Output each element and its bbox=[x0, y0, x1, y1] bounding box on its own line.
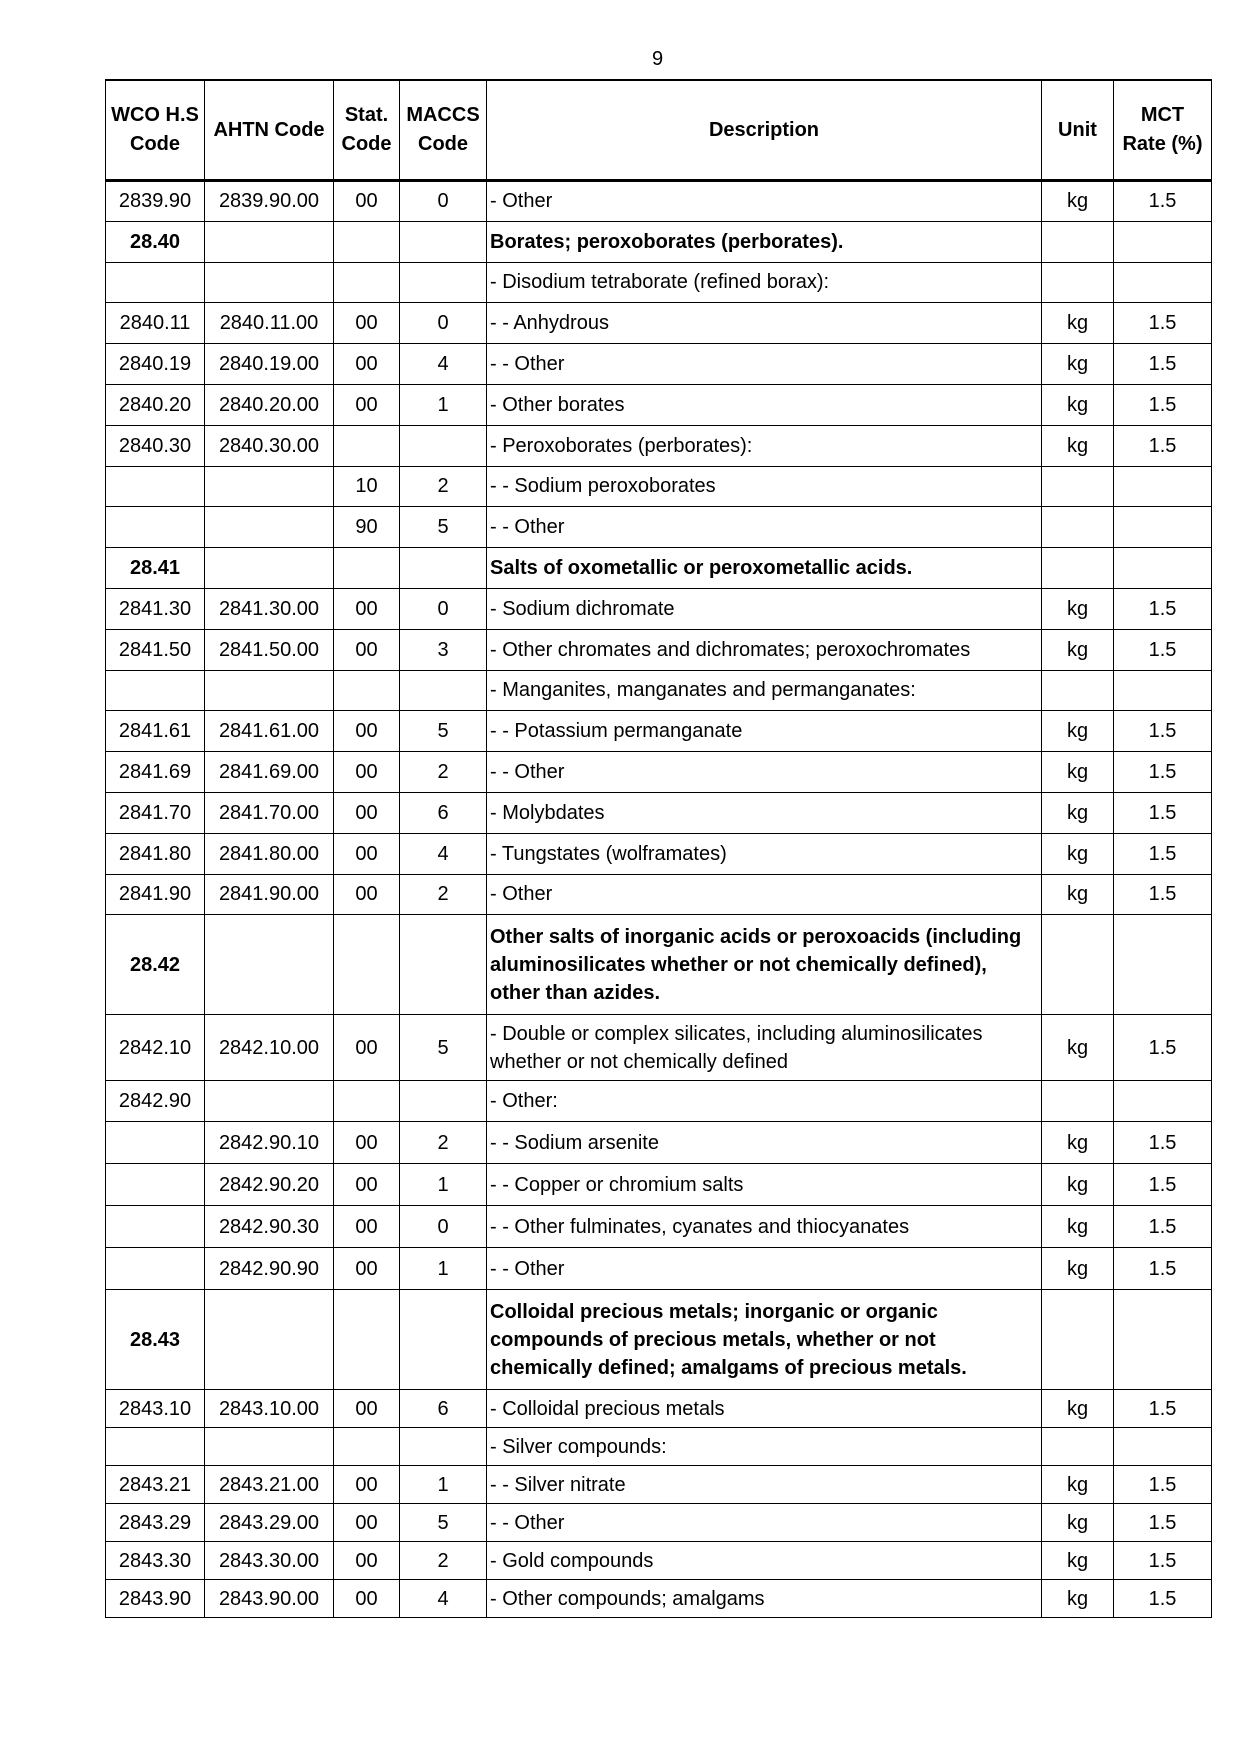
cell-mct-rate: 1.5 bbox=[1114, 711, 1212, 752]
cell-stat-code: 00 bbox=[334, 1122, 400, 1164]
table-row bbox=[106, 1015, 1212, 1081]
cell-mct-rate bbox=[1114, 1428, 1212, 1466]
cell-description: - Peroxoborates (perborates): bbox=[487, 425, 1042, 466]
cell-mct-rate: 1.5 bbox=[1114, 1466, 1212, 1504]
table-row bbox=[106, 1206, 1212, 1248]
cell-ahtn-code: 2841.30.00 bbox=[205, 588, 334, 629]
cell-description: - - Other bbox=[487, 1248, 1042, 1290]
header-ahtn-code: AHTN Code bbox=[205, 80, 334, 181]
cell-ahtn-code bbox=[205, 670, 334, 711]
cell-unit bbox=[1042, 1428, 1114, 1466]
table-row bbox=[106, 507, 1212, 548]
cell-stat-code: 10 bbox=[334, 466, 400, 507]
cell-mct-rate bbox=[1114, 670, 1212, 711]
cell-wco-hs-code: 2843.21 bbox=[106, 1466, 205, 1504]
cell-wco-hs-code: 2840.30 bbox=[106, 425, 205, 466]
cell-description: Salts of oxometallic or peroxometallic acids. bbox=[487, 548, 1042, 589]
table-row bbox=[106, 303, 1212, 344]
cell-description: - Gold compounds bbox=[487, 1542, 1042, 1580]
cell-maccs-code bbox=[400, 548, 487, 589]
cell-unit: kg bbox=[1042, 1248, 1114, 1290]
cell-unit: kg bbox=[1042, 181, 1114, 222]
cell-mct-rate: 1.5 bbox=[1114, 1206, 1212, 1248]
cell-maccs-code: 4 bbox=[400, 833, 487, 874]
cell-unit: kg bbox=[1042, 833, 1114, 874]
cell-maccs-code: 2 bbox=[400, 874, 487, 915]
cell-ahtn-code: 2841.80.00 bbox=[205, 833, 334, 874]
cell-unit bbox=[1042, 548, 1114, 589]
cell-wco-hs-code: 2840.20 bbox=[106, 384, 205, 425]
cell-ahtn-code bbox=[205, 548, 334, 589]
cell-wco-hs-code: 28.40 bbox=[106, 221, 205, 262]
cell-ahtn-code: 2841.70.00 bbox=[205, 792, 334, 833]
cell-wco-hs-code bbox=[106, 1206, 205, 1248]
cell-maccs-code: 0 bbox=[400, 181, 487, 222]
cell-unit: kg bbox=[1042, 588, 1114, 629]
cell-mct-rate bbox=[1114, 262, 1212, 303]
cell-maccs-code: 2 bbox=[400, 1542, 487, 1580]
cell-ahtn-code: 2841.50.00 bbox=[205, 629, 334, 670]
cell-wco-hs-code: 2843.10 bbox=[106, 1390, 205, 1428]
cell-description: - Sodium dichromate bbox=[487, 588, 1042, 629]
cell-maccs-code: 0 bbox=[400, 588, 487, 629]
cell-ahtn-code: 2843.21.00 bbox=[205, 1466, 334, 1504]
header-description: Description bbox=[487, 80, 1042, 181]
cell-stat-code bbox=[334, 1428, 400, 1466]
cell-mct-rate: 1.5 bbox=[1114, 344, 1212, 385]
cell-wco-hs-code bbox=[106, 466, 205, 507]
cell-stat-code: 00 bbox=[334, 1164, 400, 1206]
cell-description: - - Other fulminates, cyanates and thiocyanates bbox=[487, 1206, 1042, 1248]
cell-description: - - Sodium arsenite bbox=[487, 1122, 1042, 1164]
cell-description: - - Other bbox=[487, 507, 1042, 548]
cell-ahtn-code: 2842.90.20 bbox=[205, 1164, 334, 1206]
table-heading-row bbox=[106, 915, 1212, 1015]
cell-description: - Other borates bbox=[487, 384, 1042, 425]
cell-unit: kg bbox=[1042, 1390, 1114, 1428]
cell-description: - Other compounds; amalgams bbox=[487, 1580, 1042, 1618]
cell-unit: kg bbox=[1042, 752, 1114, 793]
cell-wco-hs-code: 2841.69 bbox=[106, 752, 205, 793]
cell-wco-hs-code bbox=[106, 1164, 205, 1206]
cell-wco-hs-code: 2843.29 bbox=[106, 1504, 205, 1542]
cell-mct-rate bbox=[1114, 507, 1212, 548]
cell-unit bbox=[1042, 466, 1114, 507]
cell-ahtn-code: 2842.90.10 bbox=[205, 1122, 334, 1164]
cell-maccs-code: 5 bbox=[400, 711, 487, 752]
cell-ahtn-code: 2842.90.30 bbox=[205, 1206, 334, 1248]
header-unit: Unit bbox=[1042, 80, 1114, 181]
cell-ahtn-code bbox=[205, 1428, 334, 1466]
table-row bbox=[106, 629, 1212, 670]
cell-description: - - Other bbox=[487, 752, 1042, 793]
page-number: 9 bbox=[651, 48, 664, 70]
cell-unit bbox=[1042, 1081, 1114, 1122]
table-header bbox=[106, 80, 1212, 181]
table-row bbox=[106, 1122, 1212, 1164]
cell-ahtn-code: 2841.69.00 bbox=[205, 752, 334, 793]
cell-maccs-code: 1 bbox=[400, 1248, 487, 1290]
table-row bbox=[106, 874, 1212, 915]
cell-stat-code bbox=[334, 262, 400, 303]
cell-wco-hs-code: 2843.30 bbox=[106, 1542, 205, 1580]
cell-unit: kg bbox=[1042, 303, 1114, 344]
cell-stat-code: 00 bbox=[334, 1504, 400, 1542]
cell-stat-code bbox=[334, 1081, 400, 1122]
cell-maccs-code: 0 bbox=[400, 1206, 487, 1248]
cell-wco-hs-code: 28.41 bbox=[106, 548, 205, 589]
cell-ahtn-code: 2840.30.00 bbox=[205, 425, 334, 466]
cell-mct-rate: 1.5 bbox=[1114, 1504, 1212, 1542]
cell-unit: kg bbox=[1042, 874, 1114, 915]
table-row bbox=[106, 425, 1212, 466]
cell-maccs-code bbox=[400, 221, 487, 262]
cell-ahtn-code: 2843.30.00 bbox=[205, 1542, 334, 1580]
table-row bbox=[106, 670, 1212, 711]
cell-description: Borates; peroxoborates (perborates). bbox=[487, 221, 1042, 262]
cell-description: - - Copper or chromium salts bbox=[487, 1164, 1042, 1206]
cell-ahtn-code: 2842.10.00 bbox=[205, 1015, 334, 1081]
table-row bbox=[106, 792, 1212, 833]
cell-ahtn-code bbox=[205, 262, 334, 303]
table-body bbox=[106, 181, 1212, 1618]
cell-stat-code bbox=[334, 221, 400, 262]
cell-ahtn-code: 2840.20.00 bbox=[205, 384, 334, 425]
cell-ahtn-code bbox=[205, 915, 334, 1015]
cell-description: - Double or complex silicates, including aluminosilicates whether or not chemically defined bbox=[487, 1015, 1042, 1081]
cell-mct-rate bbox=[1114, 466, 1212, 507]
cell-stat-code bbox=[334, 915, 400, 1015]
table-row bbox=[106, 711, 1212, 752]
table-row bbox=[106, 1504, 1212, 1542]
cell-mct-rate: 1.5 bbox=[1114, 1122, 1212, 1164]
cell-mct-rate bbox=[1114, 1081, 1212, 1122]
cell-description: - - Anhydrous bbox=[487, 303, 1042, 344]
cell-wco-hs-code: 2841.61 bbox=[106, 711, 205, 752]
cell-ahtn-code: 2843.10.00 bbox=[205, 1390, 334, 1428]
cell-maccs-code: 5 bbox=[400, 507, 487, 548]
cell-stat-code: 00 bbox=[334, 1015, 400, 1081]
cell-stat-code: 90 bbox=[334, 507, 400, 548]
cell-unit bbox=[1042, 507, 1114, 548]
cell-description: - Disodium tetraborate (refined borax): bbox=[487, 262, 1042, 303]
cell-mct-rate bbox=[1114, 1290, 1212, 1390]
cell-wco-hs-code bbox=[106, 1122, 205, 1164]
cell-mct-rate: 1.5 bbox=[1114, 303, 1212, 344]
cell-wco-hs-code: 2842.90 bbox=[106, 1081, 205, 1122]
table-row bbox=[106, 752, 1212, 793]
cell-description: - Manganites, manganates and permanganates: bbox=[487, 670, 1042, 711]
table-row bbox=[106, 1466, 1212, 1504]
table-heading-row bbox=[106, 221, 1212, 262]
cell-unit: kg bbox=[1042, 711, 1114, 752]
cell-stat-code: 00 bbox=[334, 874, 400, 915]
cell-ahtn-code: 2841.90.00 bbox=[205, 874, 334, 915]
cell-mct-rate: 1.5 bbox=[1114, 629, 1212, 670]
cell-mct-rate: 1.5 bbox=[1114, 1164, 1212, 1206]
cell-unit: kg bbox=[1042, 792, 1114, 833]
table-row bbox=[106, 588, 1212, 629]
cell-unit: kg bbox=[1042, 1504, 1114, 1542]
cell-stat-code: 00 bbox=[334, 181, 400, 222]
cell-mct-rate bbox=[1114, 221, 1212, 262]
table-row bbox=[106, 1164, 1212, 1206]
cell-maccs-code: 5 bbox=[400, 1504, 487, 1542]
cell-stat-code: 00 bbox=[334, 792, 400, 833]
cell-description: - Colloidal precious metals bbox=[487, 1390, 1042, 1428]
cell-ahtn-code: 2841.61.00 bbox=[205, 711, 334, 752]
table-row bbox=[106, 344, 1212, 385]
cell-maccs-code: 0 bbox=[400, 303, 487, 344]
cell-stat-code: 00 bbox=[334, 1390, 400, 1428]
cell-description: - Other: bbox=[487, 1081, 1042, 1122]
table-heading-row bbox=[106, 548, 1212, 589]
cell-description: Other salts of inorganic acids or peroxoacids (including aluminosilicates whether or not chemically defined), other than azides. bbox=[487, 915, 1042, 1015]
cell-unit: kg bbox=[1042, 1122, 1114, 1164]
cell-wco-hs-code: 2841.70 bbox=[106, 792, 205, 833]
cell-mct-rate: 1.5 bbox=[1114, 874, 1212, 915]
cell-ahtn-code: 2840.11.00 bbox=[205, 303, 334, 344]
cell-maccs-code: 1 bbox=[400, 1164, 487, 1206]
cell-description: - Molybdates bbox=[487, 792, 1042, 833]
cell-maccs-code bbox=[400, 1081, 487, 1122]
cell-wco-hs-code: 2841.30 bbox=[106, 588, 205, 629]
cell-unit: kg bbox=[1042, 1542, 1114, 1580]
cell-stat-code bbox=[334, 548, 400, 589]
cell-ahtn-code bbox=[205, 507, 334, 548]
cell-ahtn-code: 2839.90.00 bbox=[205, 181, 334, 222]
cell-description: - - Silver nitrate bbox=[487, 1466, 1042, 1504]
cell-unit: kg bbox=[1042, 1580, 1114, 1618]
cell-maccs-code: 2 bbox=[400, 466, 487, 507]
cell-mct-rate: 1.5 bbox=[1114, 181, 1212, 222]
cell-maccs-code: 5 bbox=[400, 1015, 487, 1081]
cell-maccs-code: 6 bbox=[400, 792, 487, 833]
cell-wco-hs-code: 2843.90 bbox=[106, 1580, 205, 1618]
table-row bbox=[106, 833, 1212, 874]
cell-stat-code bbox=[334, 425, 400, 466]
cell-wco-hs-code bbox=[106, 262, 205, 303]
cell-description: - - Sodium peroxoborates bbox=[487, 466, 1042, 507]
cell-stat-code: 00 bbox=[334, 1466, 400, 1504]
header-stat-code: Stat. Code bbox=[334, 80, 400, 181]
cell-description: - Other chromates and dichromates; peroxochromates bbox=[487, 629, 1042, 670]
cell-wco-hs-code bbox=[106, 507, 205, 548]
cell-ahtn-code bbox=[205, 221, 334, 262]
cell-wco-hs-code: 2841.50 bbox=[106, 629, 205, 670]
cell-maccs-code: 1 bbox=[400, 1466, 487, 1504]
cell-unit bbox=[1042, 221, 1114, 262]
cell-stat-code: 00 bbox=[334, 588, 400, 629]
cell-unit: kg bbox=[1042, 384, 1114, 425]
cell-maccs-code bbox=[400, 915, 487, 1015]
cell-ahtn-code: 2840.19.00 bbox=[205, 344, 334, 385]
cell-unit bbox=[1042, 262, 1114, 303]
cell-maccs-code: 2 bbox=[400, 1122, 487, 1164]
cell-unit: kg bbox=[1042, 1015, 1114, 1081]
table-row bbox=[106, 384, 1212, 425]
cell-maccs-code bbox=[400, 425, 487, 466]
cell-wco-hs-code bbox=[106, 1248, 205, 1290]
cell-wco-hs-code bbox=[106, 670, 205, 711]
cell-unit bbox=[1042, 915, 1114, 1015]
cell-mct-rate: 1.5 bbox=[1114, 1390, 1212, 1428]
cell-mct-rate: 1.5 bbox=[1114, 1015, 1212, 1081]
cell-stat-code bbox=[334, 670, 400, 711]
tariff-table bbox=[105, 79, 1212, 1618]
cell-description: - Other bbox=[487, 874, 1042, 915]
cell-unit bbox=[1042, 1290, 1114, 1390]
cell-unit bbox=[1042, 670, 1114, 711]
cell-stat-code: 00 bbox=[334, 344, 400, 385]
cell-unit: kg bbox=[1042, 1164, 1114, 1206]
cell-maccs-code bbox=[400, 262, 487, 303]
cell-maccs-code: 1 bbox=[400, 384, 487, 425]
cell-maccs-code: 2 bbox=[400, 752, 487, 793]
table-row bbox=[106, 181, 1212, 222]
cell-stat-code: 00 bbox=[334, 1248, 400, 1290]
cell-ahtn-code: 2842.90.90 bbox=[205, 1248, 334, 1290]
cell-stat-code: 00 bbox=[334, 833, 400, 874]
table-row bbox=[106, 1428, 1212, 1466]
cell-wco-hs-code: 2840.11 bbox=[106, 303, 205, 344]
cell-stat-code: 00 bbox=[334, 1580, 400, 1618]
cell-ahtn-code: 2843.29.00 bbox=[205, 1504, 334, 1542]
cell-wco-hs-code: 28.43 bbox=[106, 1290, 205, 1390]
cell-mct-rate: 1.5 bbox=[1114, 1542, 1212, 1580]
cell-stat-code: 00 bbox=[334, 303, 400, 344]
cell-maccs-code: 6 bbox=[400, 1390, 487, 1428]
cell-stat-code: 00 bbox=[334, 629, 400, 670]
cell-description: - Other bbox=[487, 181, 1042, 222]
cell-ahtn-code: 2843.90.00 bbox=[205, 1580, 334, 1618]
cell-ahtn-code bbox=[205, 1081, 334, 1122]
cell-maccs-code bbox=[400, 1428, 487, 1466]
cell-mct-rate bbox=[1114, 915, 1212, 1015]
cell-stat-code: 00 bbox=[334, 1206, 400, 1248]
cell-stat-code: 00 bbox=[334, 384, 400, 425]
cell-wco-hs-code: 2841.80 bbox=[106, 833, 205, 874]
cell-description: - Silver compounds: bbox=[487, 1428, 1042, 1466]
cell-ahtn-code bbox=[205, 1290, 334, 1390]
cell-stat-code: 00 bbox=[334, 1542, 400, 1580]
cell-mct-rate: 1.5 bbox=[1114, 752, 1212, 793]
header-wco-hs-code: WCO H.S Code bbox=[106, 80, 205, 181]
cell-unit: kg bbox=[1042, 344, 1114, 385]
cell-wco-hs-code bbox=[106, 1428, 205, 1466]
cell-mct-rate: 1.5 bbox=[1114, 425, 1212, 466]
cell-maccs-code: 4 bbox=[400, 344, 487, 385]
cell-unit: kg bbox=[1042, 629, 1114, 670]
table-row bbox=[106, 262, 1212, 303]
cell-stat-code bbox=[334, 1290, 400, 1390]
header-mct-rate: MCT Rate (%) bbox=[1114, 80, 1212, 181]
header-maccs-code: MACCS Code bbox=[400, 80, 487, 181]
cell-mct-rate bbox=[1114, 548, 1212, 589]
cell-mct-rate: 1.5 bbox=[1114, 833, 1212, 874]
cell-wco-hs-code: 28.42 bbox=[106, 915, 205, 1015]
cell-unit: kg bbox=[1042, 425, 1114, 466]
cell-wco-hs-code: 2839.90 bbox=[106, 181, 205, 222]
cell-unit: kg bbox=[1042, 1206, 1114, 1248]
cell-mct-rate: 1.5 bbox=[1114, 384, 1212, 425]
cell-maccs-code: 3 bbox=[400, 629, 487, 670]
cell-maccs-code bbox=[400, 670, 487, 711]
cell-description: - - Other bbox=[487, 344, 1042, 385]
cell-unit: kg bbox=[1042, 1466, 1114, 1504]
cell-description: - Tungstates (wolframates) bbox=[487, 833, 1042, 874]
table-row bbox=[106, 466, 1212, 507]
table-heading-row bbox=[106, 1290, 1212, 1390]
cell-wco-hs-code: 2842.10 bbox=[106, 1015, 205, 1081]
cell-description: - - Other bbox=[487, 1504, 1042, 1542]
table-row bbox=[106, 1390, 1212, 1428]
table-row bbox=[106, 1542, 1212, 1580]
cell-wco-hs-code: 2840.19 bbox=[106, 344, 205, 385]
cell-stat-code: 00 bbox=[334, 752, 400, 793]
cell-mct-rate: 1.5 bbox=[1114, 588, 1212, 629]
table-row bbox=[106, 1580, 1212, 1618]
table-row bbox=[106, 1081, 1212, 1122]
cell-mct-rate: 1.5 bbox=[1114, 1580, 1212, 1618]
cell-mct-rate: 1.5 bbox=[1114, 1248, 1212, 1290]
table-row bbox=[106, 1248, 1212, 1290]
cell-ahtn-code bbox=[205, 466, 334, 507]
cell-description: Colloidal precious metals; inorganic or organic compounds of precious metals, whether or not chemically defined; amalgams of precious metals. bbox=[487, 1290, 1042, 1390]
cell-mct-rate: 1.5 bbox=[1114, 792, 1212, 833]
cell-maccs-code bbox=[400, 1290, 487, 1390]
cell-maccs-code: 4 bbox=[400, 1580, 487, 1618]
cell-stat-code: 00 bbox=[334, 711, 400, 752]
cell-wco-hs-code: 2841.90 bbox=[106, 874, 205, 915]
cell-description: - - Potassium permanganate bbox=[487, 711, 1042, 752]
